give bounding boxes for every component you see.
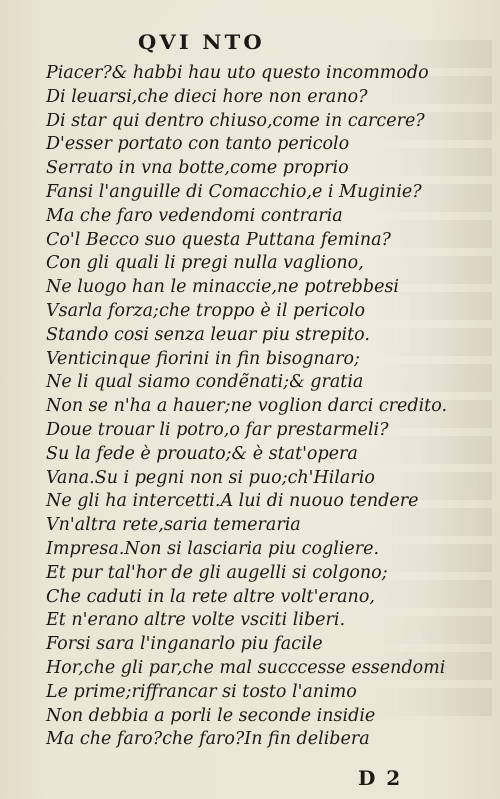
running-header: QVI NTO: [137, 30, 265, 54]
verse-line: Non debbia a porli le seconde insidie: [46, 705, 376, 726]
verse-line: Impresa.Non si lasciaria piu cogliere.: [46, 538, 380, 559]
verse-line: Co'l Becco suo questa Puttana femina?: [46, 229, 391, 250]
verse-text: [46, 62, 456, 752]
verse-line: Le prime;riffrancar si tosto l'animo: [46, 681, 357, 702]
verse-line: Ma che faro?che faro?In fin delibera: [46, 729, 370, 750]
verse-line: Stando cosi senza leuar piu strepito.: [46, 324, 370, 345]
verse-line: Ma che faro vedendomi contraria: [46, 205, 343, 226]
verse-line: Serrato in vna botte,come proprio: [46, 158, 349, 179]
verse-line: Fansi l'anguille di Comacchio,e i Muginie?: [46, 181, 422, 202]
verse-line: Vn'altra rete,saria temeraria: [46, 515, 301, 536]
verse-line: Hor,che gli par,che mal succcesse essendomi: [46, 657, 446, 678]
verse-line: Ne li qual siamo condẽnati;& gratia: [46, 372, 364, 393]
verse-line: Et pur tal'hor de gli augelli si colgono;: [46, 562, 388, 583]
verse-line: Con gli quali li pregi nulla vagliono,: [46, 253, 364, 274]
verse-line: Vsarla forza;che troppo è il pericolo: [46, 300, 366, 321]
verse-line: Di leuarsi,che dieci hore non erano?: [46, 86, 368, 107]
signature-mark: D 2: [358, 766, 403, 790]
verse-line: Venticinque fiorini in fin bisognaro;: [46, 348, 360, 369]
verse-line: Su la fede è prouato;& è stat'opera: [46, 443, 358, 464]
verse-line: Di star qui dentro chiuso,come in carcere?: [46, 110, 425, 131]
verse-line: Forsi sara l'inganarlo piu facile: [46, 634, 323, 655]
verse-line: Piacer?& habbi hau uto questo incommodo: [46, 63, 429, 83]
verse-line: Ne luogo han le minaccie,ne potrebbesi: [46, 277, 400, 298]
verse-line: Che caduti in la rete altre volt'erano,: [46, 586, 375, 607]
verse-line: Doue trouar li potro,o far prestarmeli?: [46, 419, 389, 440]
verse-line: Vana.Su i pegni non si puo;ch'Hilario: [46, 467, 375, 488]
verse-line: D'esser portato con tanto pericolo: [46, 134, 350, 155]
verse-line: Ne gli ha intercetti.A lui di nuouo tendere: [46, 491, 419, 512]
verse-line: Non se n'ha a hauer;ne voglion darci credito.: [46, 396, 448, 417]
verse-line: Et n'erano altre volte vsciti liberi.: [46, 610, 346, 631]
